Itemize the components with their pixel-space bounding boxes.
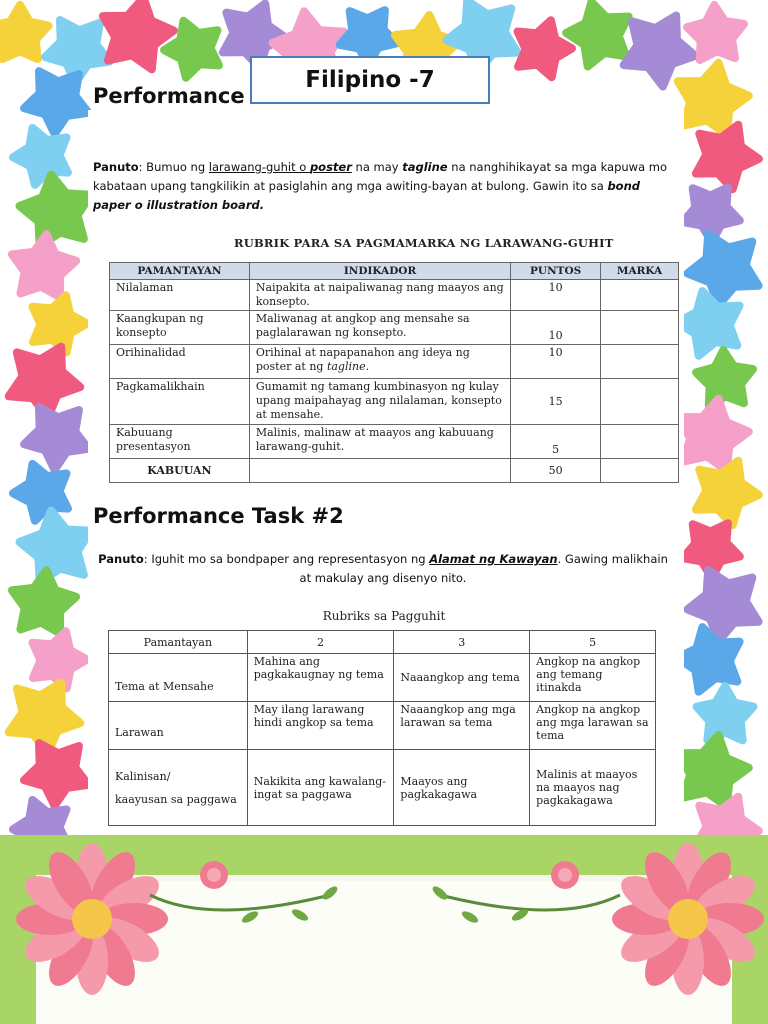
header-cell: PAMANTAYAN bbox=[110, 263, 250, 280]
instr-part: Alamat ng Kawayan bbox=[429, 552, 558, 566]
instr-part: : Bumuo ng bbox=[138, 160, 209, 174]
table-row bbox=[109, 750, 656, 826]
score-5-cell: Malinis at maayos na maayos nag pagkakagawa bbox=[530, 750, 656, 826]
subject-title-box: Filipino -7 bbox=[250, 56, 490, 104]
table-row bbox=[110, 345, 679, 379]
pamantayan-cell: Pagkamalikhain bbox=[110, 379, 250, 425]
instr-part: na nanghihikayat sa mga kapuwa mo kabataan upang tangkilikin at pasiglahin ang mga awiting-bayan at bulong. Gawin ito sa bbox=[93, 160, 668, 193]
indikador-cell: Naipakita at naipaliwanag nang maayos ang konsepto. bbox=[249, 280, 510, 311]
star-icon bbox=[103, 0, 174, 69]
indikador-cell: Malinis, malinaw at maayos ang kabuuang larawang-guhit. bbox=[249, 425, 510, 459]
table-row bbox=[110, 280, 679, 311]
flower-decoration bbox=[0, 835, 768, 1024]
star-icon bbox=[696, 350, 753, 405]
star-icon bbox=[20, 511, 91, 582]
pamantayan-cell: Kabuuang presentasyon bbox=[110, 425, 250, 459]
puntos-cell: 10 bbox=[511, 280, 601, 311]
task1-heading: Performance bbox=[93, 84, 245, 108]
table-row bbox=[109, 702, 656, 750]
empty-cell bbox=[601, 459, 679, 483]
star-icon bbox=[518, 20, 573, 77]
score-3-cell: Naaangkop ang tema bbox=[394, 654, 530, 702]
header-cell: 5 bbox=[530, 631, 656, 654]
puntos-cell: 10 bbox=[511, 345, 601, 379]
pamantayan-cell bbox=[109, 750, 248, 826]
table-row bbox=[110, 379, 679, 425]
rubric1-table bbox=[109, 262, 679, 483]
star-icon bbox=[697, 686, 754, 740]
pamantayan-cell: Larawan bbox=[109, 702, 248, 750]
score-2-cell: Nakikita ang kawalang-ingat sa paggawa bbox=[247, 750, 394, 826]
score-3-cell: Naaangkop ang mga larawan sa tema bbox=[394, 702, 530, 750]
puntos-cell: 15 bbox=[511, 379, 601, 425]
score-5-cell: Angkop na angkop ang mga larawan sa tema bbox=[530, 702, 656, 750]
marka-cell bbox=[601, 345, 679, 379]
star-icon bbox=[696, 797, 759, 835]
indikador-cell bbox=[249, 345, 510, 379]
star-icon bbox=[13, 464, 68, 521]
star-icon bbox=[12, 234, 76, 297]
star-icon bbox=[20, 175, 91, 246]
table-row bbox=[109, 654, 656, 702]
instr-part: bond paper o illustration board. bbox=[93, 179, 640, 212]
header-cell: Pamantayan bbox=[109, 631, 248, 654]
panuto-label: Panuto bbox=[93, 160, 139, 174]
table-total-row bbox=[110, 459, 679, 483]
indikador-text: Orihinal at napapanahon ang ideya ng poster at ng bbox=[255, 346, 470, 373]
flower-icon bbox=[16, 843, 168, 995]
pamantayan-cell: Tema at Mensahe bbox=[109, 654, 248, 702]
indikador-cell: Maliwanag at angkop ang mensahe sa paglalarawan ng konsepto. bbox=[249, 311, 510, 345]
header-cell: 3 bbox=[394, 631, 530, 654]
rubric2-table bbox=[108, 630, 656, 826]
puntos-cell: 5 bbox=[511, 425, 601, 459]
flower-icon bbox=[612, 843, 764, 995]
indikador-text: . bbox=[365, 360, 370, 373]
panuto-label: Panuto bbox=[98, 552, 144, 566]
header-cell: INDIKADOR bbox=[249, 263, 510, 280]
instr-part: larawang-guhit o bbox=[208, 160, 310, 174]
rubric1-title: RUBRIK PARA SA PAGMAMARKA NG LARAWANG-GUHIT bbox=[234, 236, 614, 250]
table-row bbox=[110, 311, 679, 345]
pamantayan-cell: Orihinalidad bbox=[110, 345, 250, 379]
task2-heading: Performance Task #2 bbox=[93, 504, 344, 528]
pamantayan-text: Kalinisan/ bbox=[115, 769, 171, 783]
table-header-row bbox=[110, 263, 679, 280]
score-2-cell: May ilang larawang hindi angkop sa tema bbox=[247, 702, 394, 750]
empty-cell bbox=[249, 459, 510, 483]
table-header-row bbox=[109, 631, 656, 654]
vine-icon bbox=[150, 895, 620, 910]
total-value-cell: 50 bbox=[511, 459, 601, 483]
marka-cell bbox=[601, 425, 679, 459]
marka-cell bbox=[601, 379, 679, 425]
puntos-cell: 10 bbox=[511, 311, 601, 345]
instr-part: na may bbox=[351, 160, 403, 174]
pamantayan-cell: Nilalaman bbox=[110, 280, 250, 311]
task1-instructions bbox=[93, 158, 673, 215]
total-label-cell: KABUUAN bbox=[110, 459, 250, 483]
floral-footer-banner bbox=[0, 835, 768, 1024]
pamantayan-text: kaayusan sa paggawa bbox=[115, 792, 237, 806]
rubric2-title: Rubriks sa Pagguhit bbox=[322, 609, 446, 623]
pamantayan-cell: Kaangkupan ng konsepto bbox=[110, 311, 250, 345]
flower-bud-icon bbox=[200, 861, 579, 889]
star-icon bbox=[696, 125, 759, 189]
instr-part: : Iguhit mo sa bondpaper ang representasyon ng bbox=[143, 552, 430, 566]
header-cell: PUNTOS bbox=[511, 263, 601, 280]
header-cell: MARKA bbox=[601, 263, 679, 280]
star-icon bbox=[677, 627, 740, 692]
table-row bbox=[110, 425, 679, 459]
score-3-cell: Maayos ang pagkakagawa bbox=[394, 750, 530, 826]
indikador-text: tagline bbox=[326, 360, 366, 373]
marka-cell bbox=[601, 280, 679, 311]
header-cell: 2 bbox=[247, 631, 394, 654]
score-5-cell: Angkop na angkop ang temang itinakda bbox=[530, 654, 656, 702]
indikador-cell: Gumamit ng tamang kumbinasyon ng kulay upang maipahayag ang nilalaman, konsepto at mensahe. bbox=[249, 379, 510, 425]
star-icon bbox=[566, 2, 629, 67]
instr-part: . Gawing malikhain at makulay ang disenyo nito. bbox=[299, 552, 668, 585]
star-icon bbox=[696, 461, 759, 525]
star-icon bbox=[13, 128, 68, 185]
star-icon bbox=[677, 291, 740, 356]
task2-instructions bbox=[93, 550, 673, 588]
instr-part: tagline bbox=[402, 160, 448, 174]
star-icon bbox=[0, 5, 49, 59]
score-2-cell: Mahina ang pagkakaugnay ng tema bbox=[247, 654, 394, 702]
instr-part: poster bbox=[309, 160, 352, 174]
star-icon bbox=[12, 570, 76, 633]
marka-cell bbox=[601, 311, 679, 345]
